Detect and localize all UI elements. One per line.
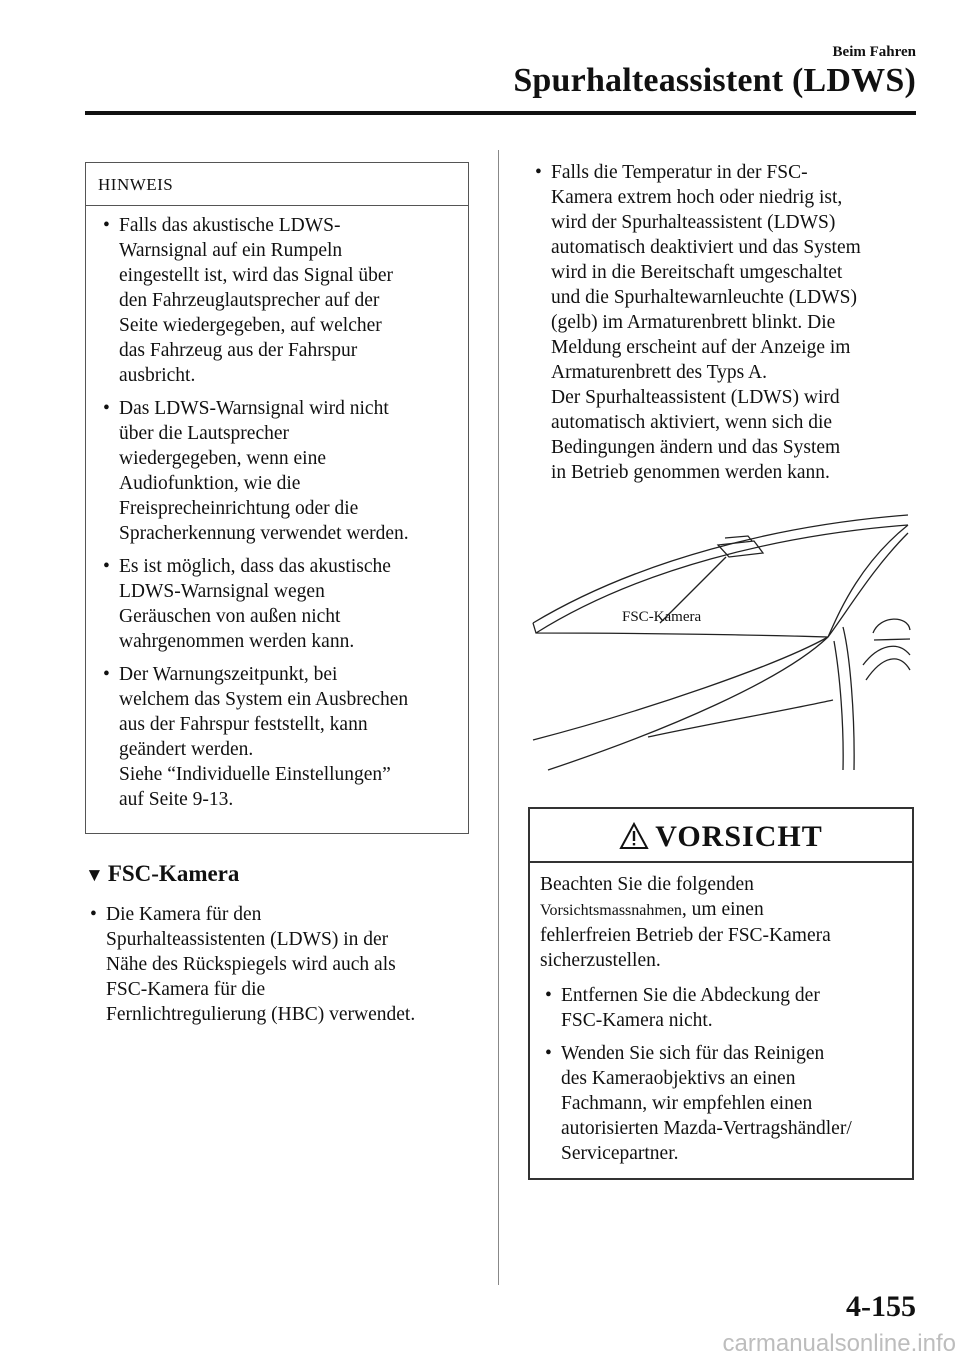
list-item [98, 662, 462, 812]
list-item-line: (gelb) im Armaturenbrett blinkt. Die [551, 312, 836, 333]
caution-intro-line-1: Beachten Sie die folgenden [540, 874, 754, 895]
watermark: carmanualsonline.info [722, 1330, 956, 1357]
header-section-label: Beim Fahren [832, 44, 916, 60]
caution-intro-line-3: fehlerfreien Betrieb der FSC-Kamera [540, 925, 831, 946]
caution-intro [540, 872, 906, 973]
page-number: 4-155 [846, 1290, 916, 1323]
list-item-line: autorisierten Mazda-Vertragshändler/ [561, 1118, 852, 1139]
list-item-line: ausbricht. [119, 365, 196, 386]
warning-triangle-icon [619, 822, 649, 850]
section-heading-text: FSC-Kamera [107, 861, 240, 886]
list-item-line: Fachmann, wir empfehlen einen [561, 1093, 813, 1114]
caution-box [528, 807, 914, 1180]
list-item-line: Falls die Temperatur in der FSC- [551, 162, 808, 183]
list-item-line: und die Spurhaltewarnleuchte (LDWS) [551, 287, 857, 308]
list-item-line: Fernlichtregulierung (HBC) verwendet. [106, 1004, 416, 1025]
caution-intro-small: Vorsichtsmassnahmen [540, 902, 682, 919]
list-item [530, 160, 930, 485]
bullet-icon: • [103, 664, 110, 685]
list-item-line: geändert werden. [119, 739, 254, 760]
list-item-line: wahrgenommen werden kann. [119, 631, 355, 652]
list-item-line: Bedingungen ändern und das System [551, 437, 841, 458]
figure-label: FSC-Kamera [622, 609, 702, 625]
list-item-line: wiedergegeben, wenn eine [119, 448, 327, 469]
list-item-line: in Betrieb genommen werden kann. [551, 462, 830, 483]
list-item-line: Geräuschen von außen nicht [119, 606, 341, 627]
caution-body [540, 872, 906, 1174]
list-item-line: Entfernen Sie die Abdeckung der [561, 985, 820, 1006]
list-item-line: auf Seite 9-13. [119, 789, 234, 810]
list-item-line: Freisprecheinrichtung oder die [119, 498, 359, 519]
list-item-line: Audiofunktion, wie die [119, 473, 301, 494]
list-item-line: Spracherkennung verwendet werden. [119, 523, 409, 544]
section-heading-fsc [85, 861, 239, 887]
column-divider [498, 150, 499, 1285]
list-item-line: Meldung erscheint auf der Anzeige im [551, 337, 851, 358]
list-item-line: Warnsignal auf ein Rumpeln [119, 240, 343, 261]
list-item-line: das Fahrzeug aus der Fahrspur [119, 340, 358, 361]
windshield-figure [528, 505, 914, 775]
caution-intro-line-2 [540, 897, 906, 923]
bullet-icon: • [545, 1043, 552, 1064]
caution-title: VORSICHT [655, 820, 823, 853]
bullet-icon: • [90, 904, 97, 925]
list-item-line: Armaturenbrett des Typs A. [551, 362, 767, 383]
list-item-line: welchem das System ein Ausbrechen [119, 689, 409, 710]
fsc-list [85, 902, 485, 1035]
list-item [85, 902, 485, 1027]
bullet-icon: • [535, 162, 542, 183]
list-item-line: wird in die Bereitschaft umgeschaltet [551, 262, 843, 283]
list-item-line: Der Spurhalteassistent (LDWS) wird [551, 387, 840, 408]
list-item-line: wird der Spurhalteassistent (LDWS) [551, 212, 836, 233]
caution-intro-rest: , um einen [681, 899, 764, 920]
list-item-line: des Kameraobjektivs an einen [561, 1068, 796, 1089]
list-item [540, 1041, 906, 1166]
list-item-line: Das LDWS-Warnsignal wird nicht [119, 398, 389, 419]
list-item-line: über die Lautsprecher [119, 423, 289, 444]
list-item-line: FSC-Kamera nicht. [561, 1010, 713, 1031]
list-item-line: Kamera extrem hoch oder niedrig ist, [551, 187, 843, 208]
hinweis-rule [86, 205, 468, 206]
caution-list [540, 983, 906, 1166]
list-item [98, 213, 462, 388]
list-item-line: automatisch aktiviert, wenn sich die [551, 412, 833, 433]
list-item-line: Siehe “Individuelle Einstellungen” [119, 764, 391, 785]
list-item-line: LDWS-Warnsignal wegen [119, 581, 325, 602]
list-item-line: eingestellt ist, wird das Signal über [119, 265, 394, 286]
list-item-line: FSC-Kamera für die [106, 979, 266, 1000]
list-item-line: Es ist möglich, dass das akustische [119, 556, 391, 577]
list-item-line: Wenden Sie sich für das Reinigen [561, 1043, 825, 1064]
bullet-icon: • [545, 985, 552, 1006]
windshield-illustration [528, 505, 914, 775]
list-item [98, 554, 462, 654]
hinweis-box [85, 162, 469, 834]
hinweis-list [98, 213, 462, 820]
caution-intro-line-4: sicherzustellen. [540, 950, 661, 971]
bullet-icon: • [103, 556, 110, 577]
list-item-line: Der Warnungszeitpunkt, bei [119, 664, 338, 685]
page-title: Spurhalteassistent (LDWS) [513, 62, 916, 99]
caution-header [530, 815, 912, 859]
list-item [98, 396, 462, 546]
list-item-line: Falls das akustische LDWS- [119, 215, 341, 236]
list-item-line: Seite wiedergegeben, auf welcher [119, 315, 382, 336]
list-item-line: den Fahrzeuglautsprecher auf der [119, 290, 380, 311]
right-column-list [530, 160, 930, 493]
list-item-line: Die Kamera für den [106, 904, 262, 925]
bullet-icon: • [103, 398, 110, 419]
list-item-line: aus der Fahrspur feststellt, kann [119, 714, 368, 735]
hinweis-title: HINWEIS [98, 175, 174, 194]
header-rule [85, 111, 916, 115]
triangle-icon: ▼ [85, 865, 104, 886]
caution-rule [530, 861, 912, 863]
list-item-line: automatisch deaktiviert und das System [551, 237, 861, 258]
bullet-icon: • [103, 215, 110, 236]
list-item-line: Nähe des Rückspiegels wird auch als [106, 954, 396, 975]
list-item-line: Spurhalteassistenten (LDWS) in der [106, 929, 389, 950]
list-item [540, 983, 906, 1033]
list-item-line: Servicepartner. [561, 1143, 679, 1164]
